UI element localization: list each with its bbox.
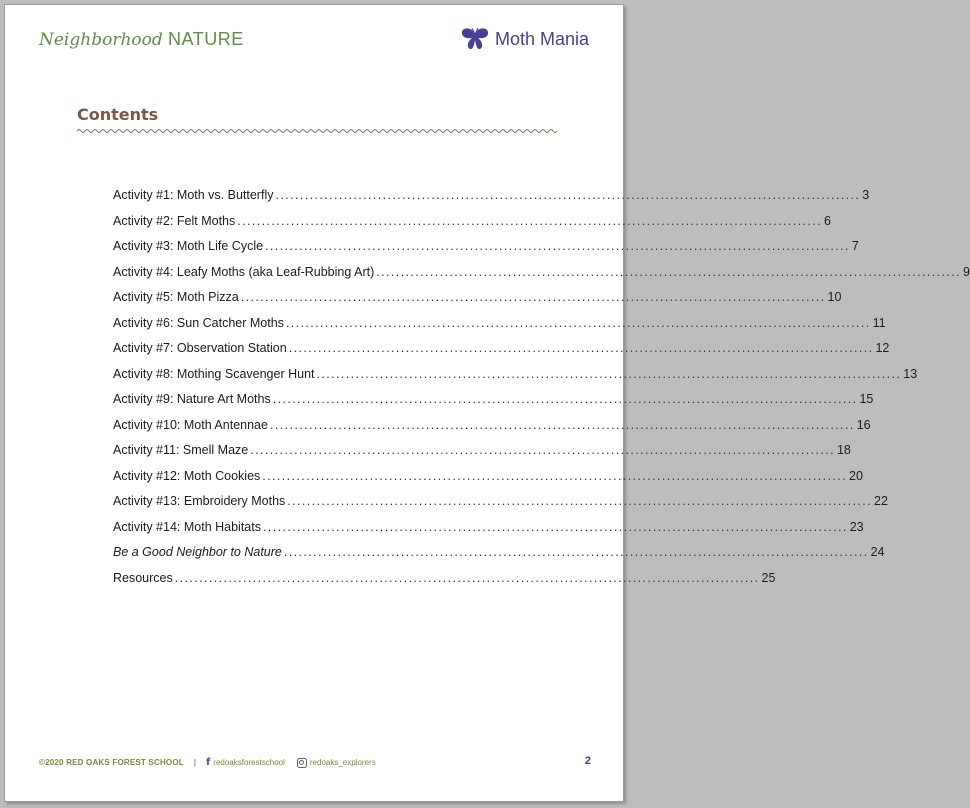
toc-dot-leader: ........................................................................................................................ xyxy=(269,417,855,432)
instagram-link[interactable] xyxy=(297,758,376,768)
toc-dot-leader: ........................................................................................................................ xyxy=(240,290,826,304)
toc-dot-leader: ........................................................................................................................ xyxy=(262,468,848,483)
toc-dot-leader: ........................................................................................................................ xyxy=(287,494,873,508)
toc-dot-leader: ........................................................................................................................ xyxy=(262,519,848,534)
toc-entry-page: 13 xyxy=(903,366,918,381)
instagram-handle: redoaks_explorers xyxy=(309,758,376,767)
toc-dot-leader: ........................................................................................................................ xyxy=(285,315,871,330)
toc-entry-page: 11 xyxy=(872,315,886,330)
toc-entry[interactable] xyxy=(113,392,874,418)
toc-entry-page: 22 xyxy=(874,494,888,508)
toc-entry[interactable] xyxy=(113,570,776,597)
toc-dot-leader: ........................................................................................................................ xyxy=(275,188,861,202)
wavy-divider xyxy=(77,127,553,135)
toc-entry-page: 23 xyxy=(849,519,864,534)
toc-entry[interactable] xyxy=(113,239,859,265)
copyright-text: ©2020 RED OAKS FOREST SCHOOL xyxy=(39,758,184,767)
toc-entry-label: Activity #7: Observation Station xyxy=(113,341,287,355)
toc-entry[interactable] xyxy=(113,341,890,367)
toc-entry-label: Activity #9: Nature Art Moths xyxy=(113,392,271,406)
toc-entry-page: 10 xyxy=(827,290,842,304)
toc-entry-page: 16 xyxy=(856,417,871,432)
instagram-icon xyxy=(297,758,307,768)
document-title: Moth Mania xyxy=(494,28,589,49)
toc-entry[interactable] xyxy=(113,545,885,571)
document-page xyxy=(4,4,970,802)
table-of-contents xyxy=(113,188,970,596)
toc-entry-label: Activity #11: Smell Maze xyxy=(113,443,249,457)
toc-entry-label: Activity #13: Embroidery Moths xyxy=(113,494,286,508)
toc-entry-page: 12 xyxy=(875,341,890,355)
toc-entry-page: 24 xyxy=(870,545,885,559)
toc-entry-page: 15 xyxy=(859,392,874,406)
toc-entry-label: Activity #14: Moth Habitats xyxy=(113,519,261,534)
toc-dot-leader: ........................................................................................................................ xyxy=(174,570,760,585)
toc-entry-label: Activity #1: Moth vs. Butterfly xyxy=(113,188,274,202)
toc-entry[interactable] xyxy=(113,315,886,342)
toc-dot-leader: ........................................................................................................................ xyxy=(250,443,835,457)
toc-entry[interactable] xyxy=(113,468,863,495)
document-title-block xyxy=(461,27,589,51)
toc-dot-leader: ........................................................................................................................ xyxy=(237,213,823,228)
brand-script-text: Neighborhood xyxy=(39,30,163,50)
toc-entry[interactable] xyxy=(113,188,870,214)
toc-dot-leader: ........................................................................................................................ xyxy=(283,545,869,559)
brand-logo xyxy=(39,29,244,51)
brand-caps-text: NATURE xyxy=(168,29,244,49)
toc-entry-label: Be a Good Neighbor to Nature xyxy=(113,545,282,559)
toc-entry-label: Resources xyxy=(113,570,173,585)
toc-entry-page: 6 xyxy=(824,213,831,228)
toc-entry-label: Activity #4: Leafy Moths (aka Leaf-Rubbing Art) xyxy=(113,264,375,279)
footer-separator: | xyxy=(193,758,196,767)
toc-dot-leader: ........................................................................................................................ xyxy=(288,341,874,355)
toc-entry-page: 20 xyxy=(849,468,863,483)
toc-entry-label: Activity #10: Moth Antennae xyxy=(113,417,268,432)
toc-entry-label: Activity #2: Felt Moths xyxy=(113,213,236,228)
facebook-handle: redoaksforestschool xyxy=(213,758,285,767)
toc-dot-leader: ........................................................................................................................ xyxy=(316,366,902,381)
toc-entry[interactable] xyxy=(113,366,918,393)
toc-entry[interactable] xyxy=(113,264,970,291)
facebook-icon: f xyxy=(205,757,211,768)
toc-entry-page: 25 xyxy=(761,570,776,585)
toc-entry-page: 3 xyxy=(862,188,870,202)
toc-entry[interactable] xyxy=(113,417,871,444)
toc-entry[interactable] xyxy=(113,290,842,316)
toc-entry-page: 7 xyxy=(851,239,859,253)
toc-dot-leader: ........................................................................................................................ xyxy=(272,392,858,406)
toc-entry[interactable] xyxy=(113,519,864,546)
toc-entry[interactable] xyxy=(113,494,888,520)
facebook-link[interactable] xyxy=(206,757,285,768)
toc-entry-page: 18 xyxy=(836,443,851,457)
moth-icon xyxy=(461,27,489,51)
toc-entry-label: Activity #5: Moth Pizza xyxy=(113,290,239,304)
toc-entry[interactable] xyxy=(113,213,831,240)
toc-entry[interactable] xyxy=(113,443,851,469)
toc-entry-label: Activity #8: Mothing Scavenger Hunt xyxy=(113,366,315,381)
footer xyxy=(39,757,376,768)
contents-heading: Contents xyxy=(77,105,159,124)
page-number: 2 xyxy=(584,755,591,767)
toc-entry-label: Activity #12: Moth Cookies xyxy=(113,468,261,483)
toc-dot-leader: ........................................................................................................................ xyxy=(265,239,850,253)
toc-entry-page: 9 xyxy=(963,264,970,279)
toc-dot-leader: ........................................................................................................................ xyxy=(376,264,961,279)
toc-entry-label: Activity #3: Moth Life Cycle xyxy=(113,239,264,253)
toc-entry-label: Activity #6: Sun Catcher Moths xyxy=(113,315,284,330)
